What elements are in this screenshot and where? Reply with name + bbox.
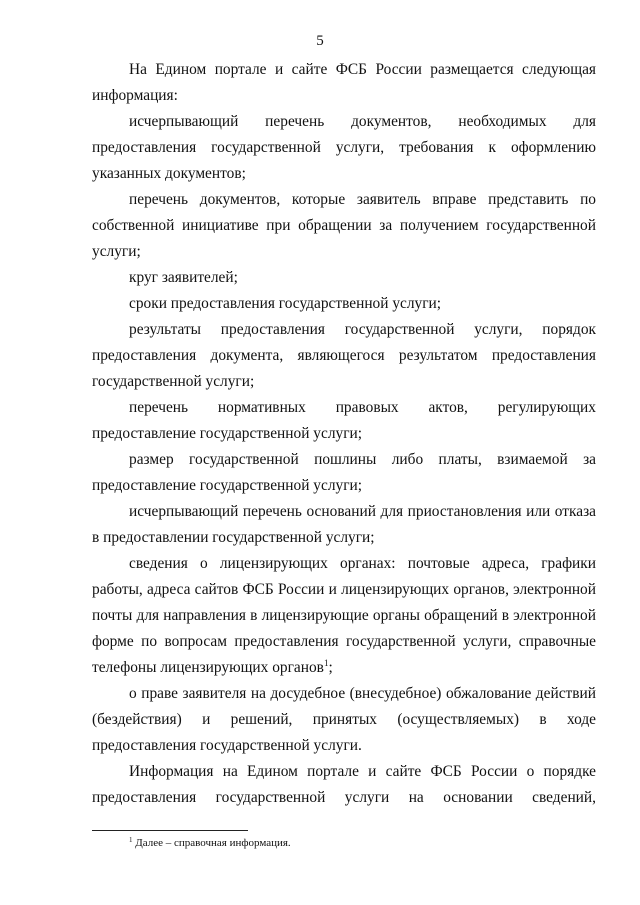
paragraph: сроки предоставления государственной услуги; (129, 295, 442, 312)
paragraph-tail: ; (328, 659, 333, 676)
footnote-separator (92, 830, 248, 831)
paragraph: исчерпывающий перечень документов, необходимых для предоставления государственной услуги, требования к оформлению указанных документов; (92, 113, 596, 182)
paragraph: круг заявителей; (129, 269, 238, 286)
paragraph: размер государственной пошлины либо платы, взимаемой за предоставление государственной услуги; (92, 451, 596, 494)
footnote-reference[interactable]: 1 (323, 658, 329, 668)
footnote-text: Далее – справочная информация. (132, 837, 291, 849)
footnote-marker: 1 (129, 836, 133, 844)
paragraph: о праве заявителя на досудебное (внесудебное) обжалование действий (бездействия) и решений, принятых (осуществляемых) в ходе предоставления государственной услуги. (92, 685, 596, 754)
paragraph-with-footnote (92, 551, 596, 681)
paragraph: исчерпывающий перечень оснований для приостановления или отказа в предоставлении государственной услуги; (92, 503, 596, 546)
footnote (129, 836, 291, 850)
paragraph-text: сведения о лицензирующих органах: почтовые адреса, графики работы, адреса сайтов ФСБ России и лицензирующих органов, электронной почты для направления в лицензирующие органы обращений в электронной форме по вопросам предоставления государственной услуги, справочные телефоны лицензирующих органов (92, 555, 596, 676)
page-number: 5 (316, 33, 324, 49)
paragraph: результаты предоставления государственной услуги, порядок предоставления документа, являющегося результатом предоставления государственной услуги; (92, 321, 596, 390)
paragraph: перечень документов, которые заявитель вправе представить по собственной инициативе при обращении за получением государственной услуги; (92, 191, 596, 260)
paragraph: Информация на Едином портале и сайте ФСБ России о порядке предоставления государственной услуги на основании сведений, (92, 763, 596, 806)
paragraph: перечень нормативных правовых актов, регулирующих предоставление государственной услуги; (92, 399, 596, 442)
paragraph: На Едином портале и сайте ФСБ России размещается следующая информация: (92, 61, 596, 104)
body-text (92, 57, 596, 811)
